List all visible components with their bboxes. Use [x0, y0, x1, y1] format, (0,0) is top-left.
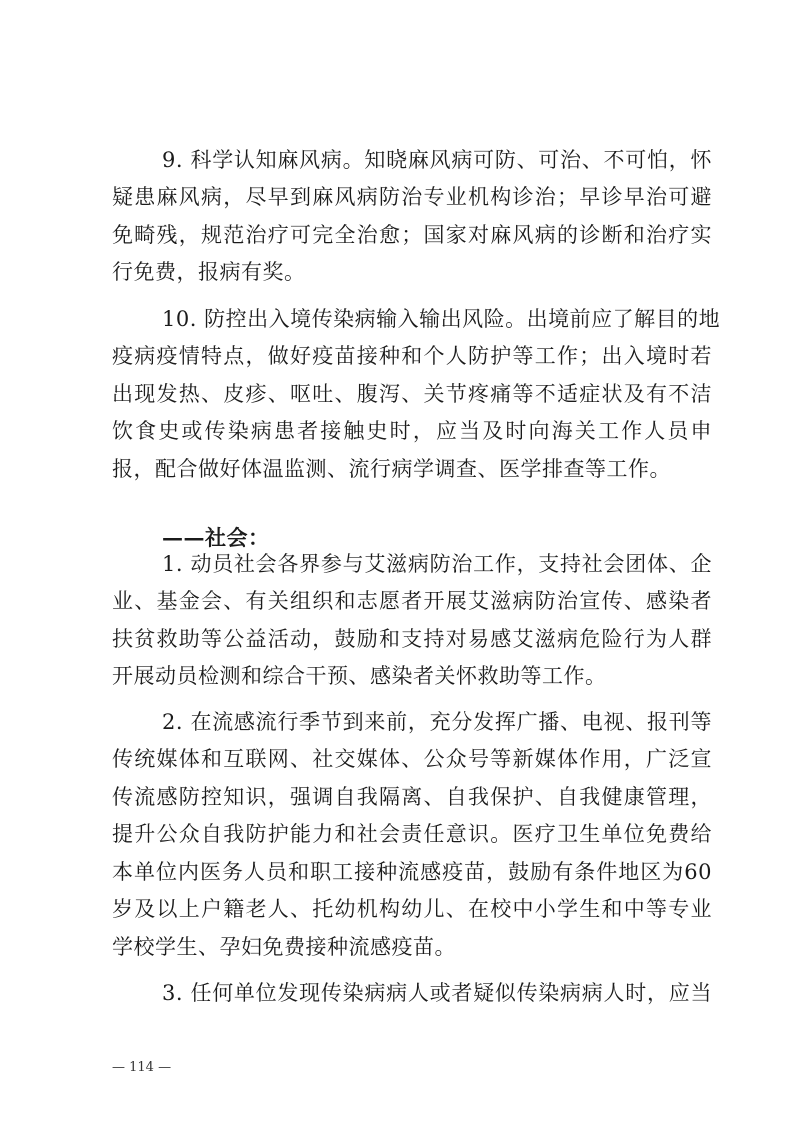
society-2-line-7: 学校学生、孕妇免费接种流感疫苗。 — [112, 935, 456, 959]
society-2-line-6: 岁及以上户籍老人、托幼机构幼儿、在校中小学生和中等专业 — [112, 897, 712, 921]
society-1-line-2: 业、基金会、有关组织和志愿者开展艾滋病防治宣传、感染者 — [112, 589, 712, 613]
paragraph-10-line-4: 饮食史或传染病患者接触史时，应当及时向海关工作人员申 — [112, 419, 712, 443]
society-2-line-1: 2. 在流感流行季节到来前，充分发挥广播、电视、报刊等 — [162, 710, 712, 734]
paragraph-10-line-3: 出现发热、皮疹、呕吐、腹泻、关节疼痛等不适症状及有不洁 — [112, 382, 712, 406]
society-2-line-4: 提升公众自我防护能力和社会责任意识。医疗卫生单位免费给 — [112, 822, 712, 846]
paragraph-9-line-4: 行免费，报病有奖。 — [112, 260, 306, 284]
paragraph-9-line-3: 免畸残，规范治疗可完全治愈；国家对麻风病的诊断和治疗实 — [112, 223, 712, 247]
society-2-line-2: 传统媒体和互联网、社交媒体、公众号等新媒体作用，广泛宣 — [112, 747, 712, 771]
society-1-line-4: 开展动员检测和综合干预、感染者关怀救助等工作。 — [112, 664, 607, 688]
society-1-line-1: 1. 动员社会各界参与艾滋病防治工作，支持社会团体、企 — [162, 552, 712, 576]
paragraph-10-line-2: 疫病疫情特点，做好疫苗接种和个人防护等工作；出入境时若 — [112, 344, 712, 368]
society-1-line-3: 扶贫救助等公益活动，鼓励和支持对易感艾滋病危险行为人群 — [112, 627, 712, 651]
paragraph-10-line-1: 10. 防控出入境传染病输入输出风险。出境前应了解目的地 — [162, 307, 721, 331]
paragraph-9-line-1: 9. 科学认知麻风病。知晓麻风病可防、可治、不可怕，怀 — [162, 148, 712, 172]
paragraph-10-line-5: 报，配合做好体温监测、流行病学调查、医学排查等工作。 — [112, 457, 671, 481]
paragraph-9-line-2: 疑患麻风病，尽早到麻风病防治专业机构诊治；早诊早治可避 — [112, 185, 712, 209]
society-2-line-3: 传流感防控知识，强调自我隔离、自我保护、自我健康管理， — [112, 785, 712, 809]
page-number: — 114 — — [112, 1060, 172, 1075]
society-2-line-5: 本单位内医务人员和职工接种流感疫苗，鼓励有条件地区为60 — [112, 860, 712, 884]
section-heading-society: ——社会： — [162, 525, 270, 550]
society-3-line-1: 3. 任何单位发现传染病病人或者疑似传染病病人时，应当 — [162, 981, 712, 1005]
